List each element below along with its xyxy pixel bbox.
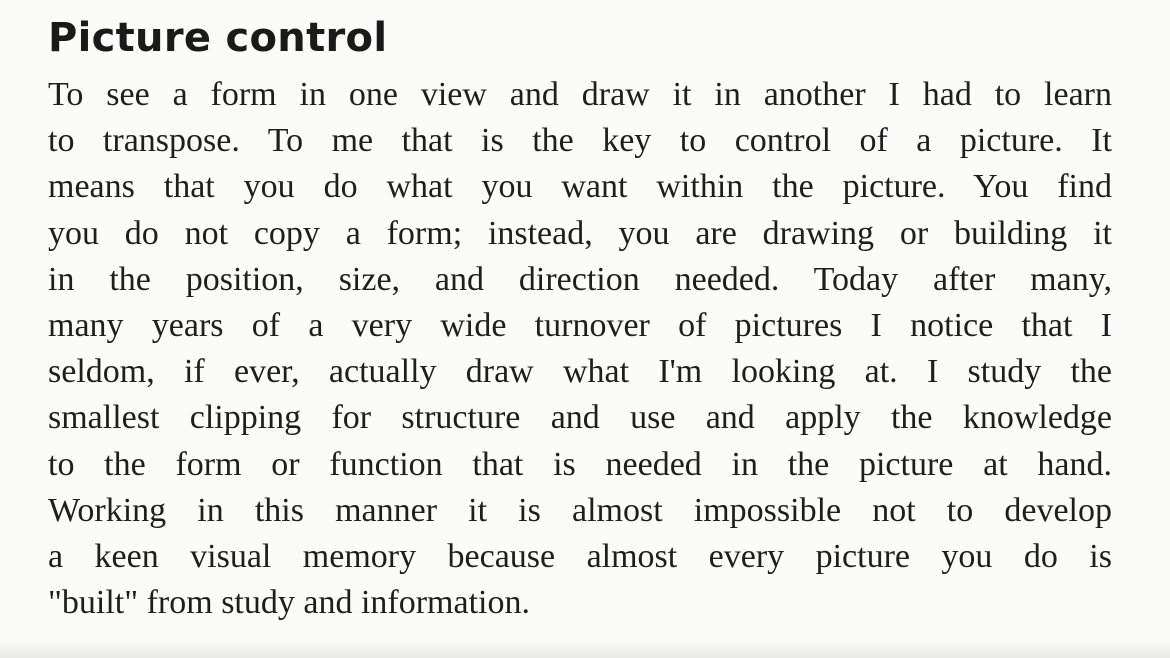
paragraph-line: a keen visual memory because almost every picture you do is (48, 538, 1112, 576)
paragraph-line: Working in this manner it is almost impossible not to develop (48, 491, 1112, 529)
paragraph-line: in the position, size, and direction needed. Today after many, (48, 260, 1112, 298)
paragraph-line: you do not copy a form; instead, you are drawing or building it (48, 214, 1112, 252)
body-paragraph (48, 72, 1112, 626)
page-bottom-edge (0, 640, 1170, 658)
paragraph-line: means that you do what you want within the picture. You find (48, 168, 1112, 206)
paragraph-line: "built" from study and information. (48, 584, 530, 622)
paragraph-line: seldom, if ever, actually draw what I'm looking at. I study the (48, 353, 1112, 391)
paragraph-line: to the form or function that is needed in the picture at hand. (48, 445, 1112, 483)
paragraph-line: To see a form in one view and draw it in another I had to learn (48, 76, 1112, 113)
paragraph-line: smallest clipping for structure and use and apply the knowledge (48, 399, 1112, 437)
paragraph-line: to transpose. To me that is the key to control of a picture. It (48, 122, 1112, 160)
paragraph-line: many years of a very wide turnover of pictures I notice that I (48, 307, 1112, 345)
section-heading: Picture control (48, 15, 388, 61)
